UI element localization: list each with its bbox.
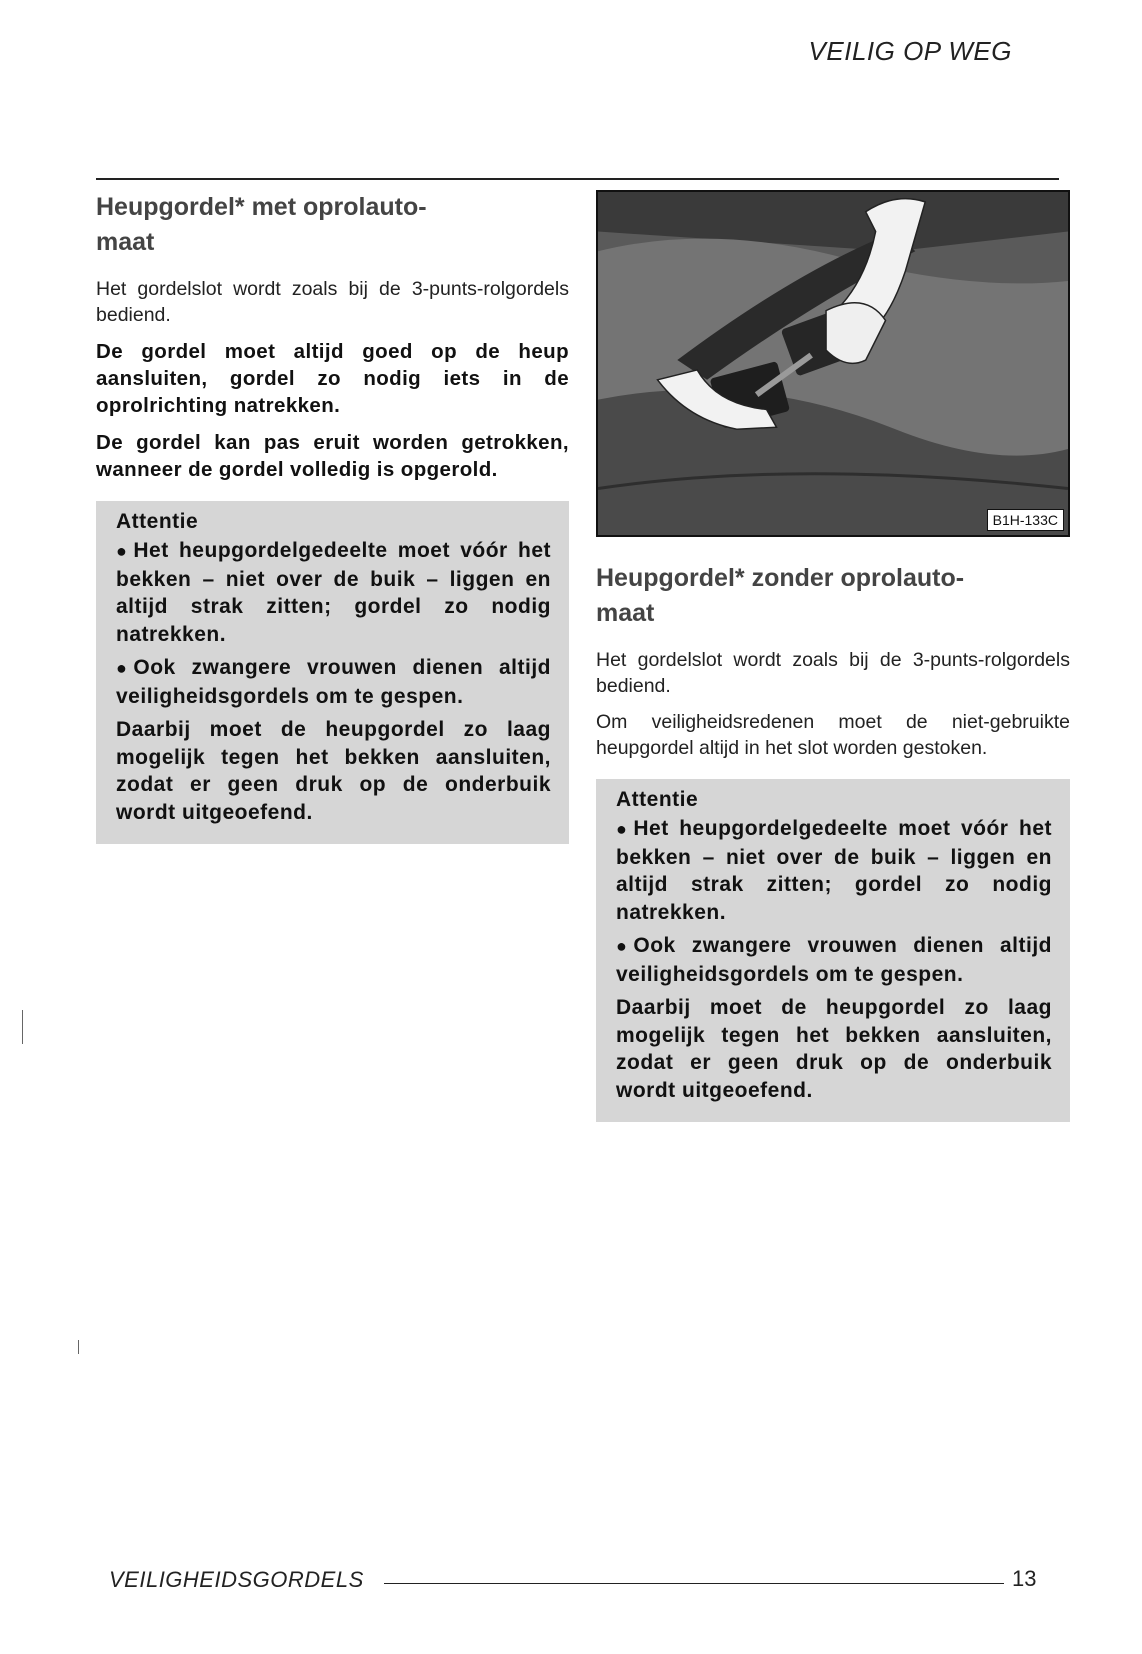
right-attention-paragraph: Daarbij moet de heupgordel zo laag mogelijk tegen het bekken aansluiten, zodat er geen druk op de onderbuik wordt uitgeoefend. (616, 996, 1052, 1102)
right-column (596, 190, 1070, 1122)
left-attention-paragraph: Daarbij moet de heupgordel zo laag mogelijk tegen het bekken aansluiten, zodat er geen druk op de onderbuik wordt uitgeoefend. (116, 718, 551, 824)
footer-chapter-title: VEILIGHEIDSGORDELS (109, 1567, 364, 1592)
bullet-icon: ● (116, 658, 128, 678)
left-bold-paragraph-1: De gordel moet altijd goed op de heup aansluiten, gordel zo nodig iets in de oprolrichting natrekken. (96, 340, 569, 417)
left-column (96, 190, 569, 844)
right-attention-bullet-2: ● Ook zwangere vrouwen dienen altijd veiligheidsgordels om te gespen. (616, 934, 1052, 986)
left-heading-line1: Heupgordel* met oprolauto- (96, 193, 427, 221)
seatbelt-illustration (596, 190, 1070, 537)
seatbelt-buckle-image (598, 192, 1068, 535)
margin-mark (78, 1340, 79, 1354)
top-divider (96, 178, 1059, 180)
right-heading (596, 561, 1070, 631)
left-attention-bullet-2: ● Ook zwangere vrouwen dienen altijd veiligheidsgordels om te gespen. (116, 656, 551, 708)
bullet-icon: ● (116, 541, 128, 561)
left-attention-bullet-1: ● Het heupgordelgedeelte moet vóór het bekken – niet over de buik – liggen en altijd strak zitten; gordel zo nodig natrekken. (116, 539, 551, 646)
right-attention-bullet-1: ● Het heupgordelgedeelte moet vóór het bekken – niet over de buik – liggen en altijd strak zitten; gordel zo nodig natrekken. (616, 817, 1052, 924)
page-section-header: VEILIG OP WEG (808, 36, 1012, 66)
left-heading-line2: maat (96, 228, 155, 256)
bullet-icon: ● (616, 936, 628, 956)
left-paragraph-1: Het gordelslot wordt zoals bij de 3-punts-rolgordels bediend. (96, 278, 569, 326)
right-attention-title: Attentie (616, 788, 699, 811)
figure-label: B1H-133C (987, 509, 1064, 531)
right-paragraph-2: Om veiligheidsredenen moet de niet-gebruikte heupgordel altijd in het slot worden gestoken. (596, 711, 1070, 759)
page-number: 13 (1012, 1566, 1037, 1591)
right-heading-line1: Heupgordel* zonder oprolauto- (596, 564, 965, 592)
left-attention-title: Attentie (116, 510, 199, 533)
right-paragraph-1: Het gordelslot wordt zoals bij de 3-punts-rolgordels bediend. (596, 649, 1070, 697)
left-bold-paragraph-2: De gordel kan pas eruit worden getrokken, wanneer de gordel volledig is opgerold. (96, 431, 569, 481)
right-heading-line2: maat (596, 599, 655, 627)
left-attention-box (96, 501, 569, 844)
left-heading (96, 190, 569, 260)
footer-divider (384, 1583, 1004, 1584)
right-attention-box (596, 779, 1070, 1122)
bullet-icon: ● (616, 819, 628, 839)
margin-mark (22, 1010, 23, 1044)
